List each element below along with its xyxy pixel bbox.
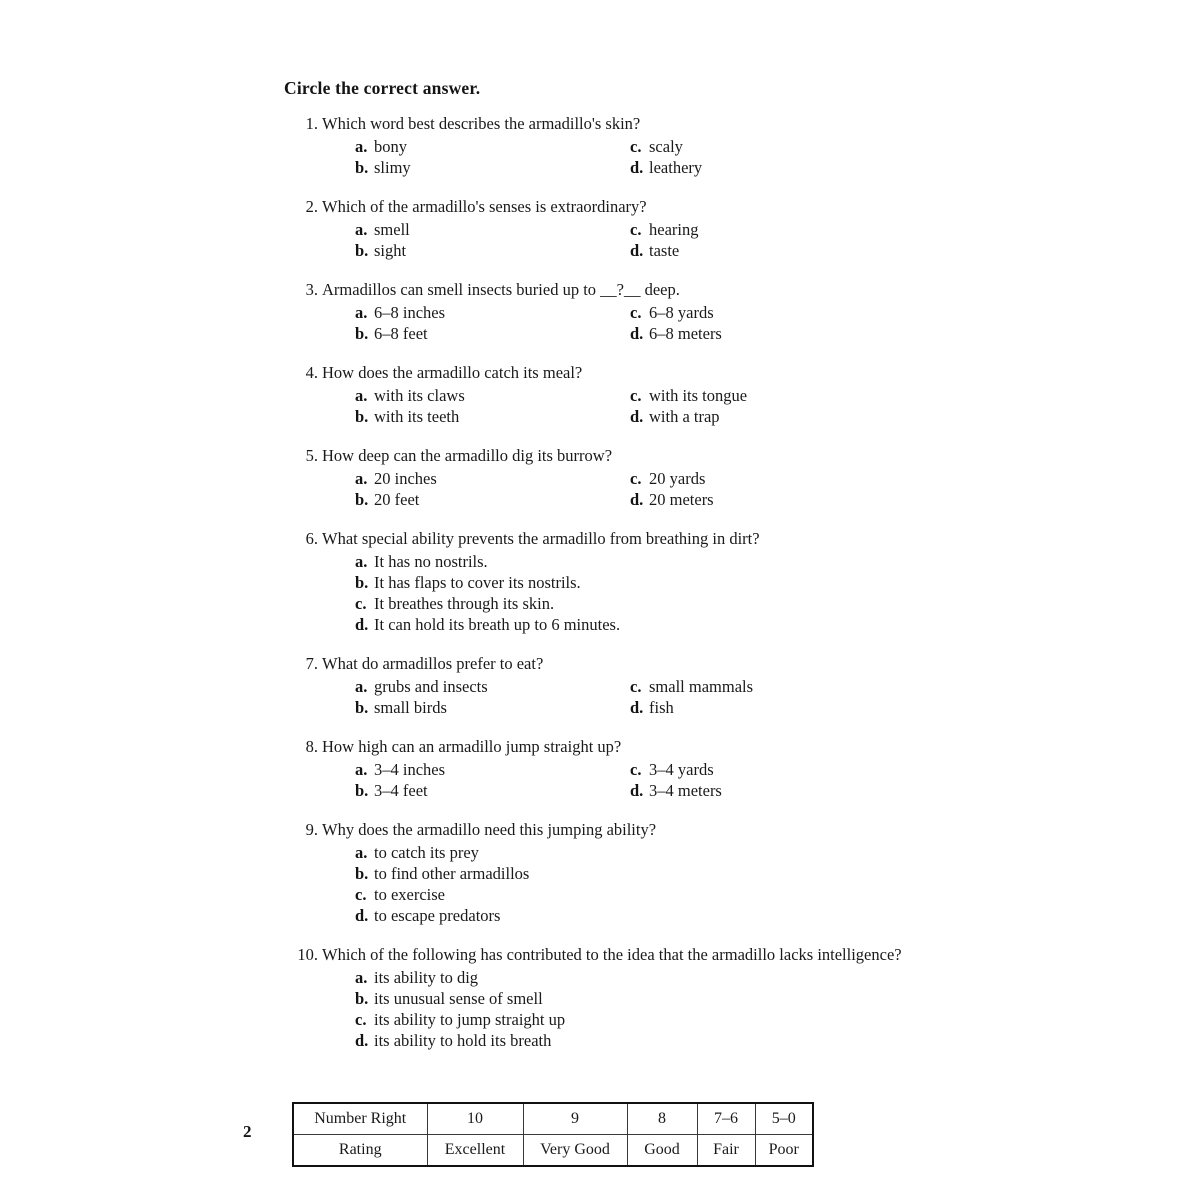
options-column-right (630, 468, 705, 489)
question-stem: What do armadillos prefer to eat? (322, 654, 544, 673)
option-text: 3–4 meters (649, 781, 722, 800)
answer-option[interactable] (630, 302, 714, 323)
answer-option[interactable] (630, 676, 753, 697)
option-letter: b. (355, 324, 369, 343)
table-cell: Excellent (427, 1135, 523, 1167)
option-text: its ability to dig (374, 968, 479, 987)
option-letter: b. (355, 490, 369, 509)
options-column-left (355, 219, 630, 240)
option-letter: b. (355, 698, 369, 717)
options-group (355, 302, 915, 344)
options-group (355, 219, 915, 261)
options-column-right (630, 219, 698, 240)
option-letter: a. (355, 843, 368, 862)
options-group (355, 967, 1200, 1051)
answer-option[interactable] (630, 240, 679, 261)
option-letter: b. (355, 864, 369, 883)
options-column-left (355, 697, 630, 718)
answer-option[interactable] (630, 406, 720, 427)
option-text: 20 inches (374, 469, 437, 488)
option-text: smell (374, 220, 410, 239)
question-header (0, 279, 1200, 300)
option-letter: a. (355, 220, 368, 239)
question-header (0, 362, 1200, 383)
table-cell: Good (627, 1135, 697, 1167)
option-text: 3–4 yards (649, 760, 714, 779)
options-row (355, 551, 1200, 572)
answer-option[interactable] (355, 219, 410, 240)
question-number: 9. (305, 820, 318, 839)
question-header (0, 196, 1200, 217)
option-text: with a trap (649, 407, 720, 426)
question-block (0, 445, 1200, 510)
options-column-left (355, 302, 630, 323)
question-number: 8. (305, 737, 318, 756)
options-column-left (355, 780, 630, 801)
option-text: small birds (374, 698, 447, 717)
options-row (355, 1009, 1200, 1030)
options-group (355, 551, 1200, 635)
table-cell: 5–0 (755, 1103, 813, 1135)
option-text: its ability to hold its breath (374, 1031, 552, 1050)
option-letter: c. (630, 386, 642, 405)
option-letter: d. (630, 241, 644, 260)
table-row (293, 1103, 813, 1135)
options-row (355, 323, 915, 344)
question-stem: What special ability prevents the armadillo from breathing in dirt? (322, 529, 760, 548)
question-stem: How does the armadillo catch its meal? (322, 363, 583, 382)
option-letter: c. (355, 885, 367, 904)
table-cell: Poor (755, 1135, 813, 1167)
question-header (0, 736, 1200, 757)
option-letter: a. (355, 677, 368, 696)
answer-option[interactable] (355, 967, 478, 988)
option-text: It has no nostrils. (374, 552, 488, 571)
options-group (355, 468, 915, 510)
option-text: 20 yards (649, 469, 706, 488)
options-column-right (630, 323, 722, 344)
option-letter: d. (355, 615, 369, 634)
option-text: with its claws (374, 386, 465, 405)
option-text: leathery (649, 158, 703, 177)
question-number: 1. (305, 114, 318, 133)
option-text: 6–8 inches (374, 303, 446, 322)
question-block (0, 528, 1200, 635)
answer-option[interactable] (355, 572, 581, 593)
table-row-header: Number Right (293, 1103, 427, 1135)
table-cell: Very Good (523, 1135, 627, 1167)
options-row (355, 842, 1200, 863)
option-letter: b. (355, 158, 369, 177)
option-text: slimy (374, 158, 411, 177)
options-column-left (355, 385, 630, 406)
options-row (355, 780, 915, 801)
options-row (355, 967, 1200, 988)
answer-option[interactable] (355, 988, 543, 1009)
option-letter: c. (630, 137, 642, 156)
question-header (0, 819, 1200, 840)
options-row (355, 905, 1200, 926)
answer-option[interactable] (630, 489, 714, 510)
options-row (355, 468, 915, 489)
options-row (355, 593, 1200, 614)
answer-option[interactable] (630, 759, 714, 780)
answer-option[interactable] (630, 219, 698, 240)
options-row (355, 884, 1200, 905)
answer-option[interactable] (630, 323, 722, 344)
table-row (293, 1135, 813, 1167)
options-row (355, 759, 915, 780)
answer-option[interactable] (355, 1009, 565, 1030)
option-letter: a. (355, 386, 368, 405)
question-header (0, 445, 1200, 466)
answer-option[interactable] (355, 905, 500, 926)
option-text: grubs and insects (374, 677, 488, 696)
answer-option[interactable] (355, 323, 428, 344)
options-row (355, 988, 1200, 1009)
option-text: to catch its prey (374, 843, 479, 862)
options-row (355, 406, 915, 427)
answer-option[interactable] (355, 489, 419, 510)
option-letter: d. (630, 324, 644, 343)
answer-option[interactable] (355, 1030, 551, 1051)
scoring-table-body (293, 1103, 813, 1166)
options-row (355, 219, 915, 240)
option-letter: a. (355, 137, 368, 156)
answer-option[interactable] (355, 302, 445, 323)
option-text: 20 feet (374, 490, 420, 509)
options-column-right (630, 697, 674, 718)
answer-option[interactable] (355, 136, 407, 157)
scoring-table (292, 1102, 814, 1167)
option-letter: d. (630, 781, 644, 800)
question-stem: Armadillos can smell insects buried up to __?__ deep. (322, 280, 680, 299)
option-text: its unusual sense of smell (374, 989, 543, 1008)
option-letter: d. (630, 407, 644, 426)
options-column-right (630, 240, 679, 261)
options-row (355, 157, 915, 178)
table-cell: Fair (697, 1135, 755, 1167)
options-row (355, 863, 1200, 884)
answer-option[interactable] (355, 780, 428, 801)
options-column-left (355, 468, 630, 489)
options-column-left (355, 157, 630, 178)
options-column-right (630, 157, 702, 178)
options-column-left (355, 323, 630, 344)
option-letter: d. (355, 906, 369, 925)
options-column-right (630, 489, 714, 510)
question-block (0, 279, 1200, 344)
option-letter: c. (630, 760, 642, 779)
option-letter: b. (355, 573, 369, 592)
answer-option[interactable] (355, 157, 411, 178)
options-row (355, 572, 1200, 593)
question-number: 7. (305, 654, 318, 673)
answer-option[interactable] (355, 614, 620, 635)
question-stem: Why does the armadillo need this jumping ability? (322, 820, 657, 839)
options-column-left (355, 489, 630, 510)
question-header (0, 113, 1200, 134)
option-text: to find other armadillos (374, 864, 530, 883)
option-letter: b. (355, 781, 369, 800)
option-text: with its teeth (374, 407, 460, 426)
question-number: 5. (305, 446, 318, 465)
option-letter: b. (355, 407, 369, 426)
option-letter: c. (355, 1010, 367, 1029)
question-number: 10. (297, 945, 318, 964)
option-letter: a. (355, 552, 368, 571)
options-row (355, 614, 1200, 635)
question-stem: How deep can the armadillo dig its burrow? (322, 446, 613, 465)
answer-option[interactable] (355, 551, 488, 572)
options-group (355, 676, 915, 718)
options-row (355, 697, 915, 718)
option-text: with its tongue (649, 386, 748, 405)
question-number: 2. (305, 197, 318, 216)
question-stem: How high can an armadillo jump straight up? (322, 737, 622, 756)
table-cell: 9 (523, 1103, 627, 1135)
options-group (355, 759, 915, 801)
question-header (0, 944, 1200, 965)
answer-option[interactable] (355, 385, 465, 406)
page-number: 2 (243, 1122, 252, 1141)
question-block (0, 944, 1200, 1051)
option-text: taste (649, 241, 680, 260)
answer-option[interactable] (355, 593, 554, 614)
table-row-header: Rating (293, 1135, 427, 1167)
table-cell: 10 (427, 1103, 523, 1135)
question-block (0, 819, 1200, 926)
answer-option[interactable] (355, 863, 529, 884)
option-text: 3–4 feet (374, 781, 428, 800)
answer-option[interactable] (355, 842, 479, 863)
option-letter: c. (630, 220, 642, 239)
option-letter: a. (355, 469, 368, 488)
table-cell: 7–6 (697, 1103, 755, 1135)
option-letter: d. (630, 698, 644, 717)
options-column-left (355, 676, 630, 697)
answer-option[interactable] (355, 697, 447, 718)
question-list (0, 113, 1200, 1069)
option-letter: c. (355, 594, 367, 613)
option-letter: d. (630, 490, 644, 509)
options-column-right (630, 406, 720, 427)
page-title: Circle the correct answer. (284, 78, 481, 98)
option-letter: c. (630, 303, 642, 322)
table-cell: 8 (627, 1103, 697, 1135)
answer-option[interactable] (355, 240, 406, 261)
option-text: fish (649, 698, 674, 717)
question-number: 4. (305, 363, 318, 382)
options-column-right (630, 136, 683, 157)
question-number: 3. (305, 280, 318, 299)
question-block (0, 653, 1200, 718)
answer-option[interactable] (630, 697, 674, 718)
option-letter: a. (355, 303, 368, 322)
question-stem: Which word best describes the armadillo's skin? (322, 114, 641, 133)
question-stem: Which of the following has contributed to the idea that the armadillo lacks intelligence? (322, 945, 902, 964)
answer-option[interactable] (630, 468, 705, 489)
option-text: It can hold its breath up to 6 minutes. (374, 615, 621, 634)
answer-option[interactable] (355, 406, 459, 427)
option-text: It breathes through its skin. (374, 594, 555, 613)
answer-option[interactable] (630, 780, 722, 801)
options-row (355, 240, 915, 261)
question-block (0, 196, 1200, 261)
option-letter: b. (355, 241, 369, 260)
options-row (355, 676, 915, 697)
answer-option[interactable] (355, 884, 445, 905)
options-column-right (630, 302, 714, 323)
option-letter: b. (355, 989, 369, 1008)
option-text: small mammals (649, 677, 754, 696)
option-text: 6–8 yards (649, 303, 714, 322)
question-header (0, 528, 1200, 549)
question-header (0, 653, 1200, 674)
answer-option[interactable] (630, 157, 702, 178)
option-letter: d. (630, 158, 644, 177)
options-column-left (355, 759, 630, 780)
answer-option[interactable] (355, 759, 445, 780)
options-column-left (355, 406, 630, 427)
options-column-left (355, 136, 630, 157)
options-column-left (355, 240, 630, 261)
option-text: its ability to jump straight up (374, 1010, 566, 1029)
options-column-right (630, 759, 714, 780)
answer-option[interactable] (630, 385, 747, 406)
answer-option[interactable] (630, 136, 683, 157)
options-row (355, 385, 915, 406)
option-text: 3–4 inches (374, 760, 446, 779)
options-row (355, 1030, 1200, 1051)
option-text: scaly (649, 137, 683, 156)
question-block (0, 736, 1200, 801)
question-number: 6. (305, 529, 318, 548)
options-group (355, 385, 915, 427)
option-text: It has flaps to cover its nostrils. (374, 573, 581, 592)
option-letter: c. (630, 469, 642, 488)
option-text: to escape predators (374, 906, 501, 925)
option-letter: a. (355, 968, 368, 987)
option-text: to exercise (374, 885, 446, 904)
options-group (355, 842, 1200, 926)
option-letter: a. (355, 760, 368, 779)
options-row (355, 302, 915, 323)
option-text: 6–8 meters (649, 324, 722, 343)
answer-option[interactable] (355, 468, 437, 489)
option-letter: d. (355, 1031, 369, 1050)
option-text: hearing (649, 220, 699, 239)
question-block (0, 362, 1200, 427)
question-stem: Which of the armadillo's senses is extraordinary? (322, 197, 647, 216)
options-row (355, 136, 915, 157)
options-column-right (630, 780, 722, 801)
option-text: bony (374, 137, 407, 156)
options-column-right (630, 676, 753, 697)
options-row (355, 489, 915, 510)
answer-option[interactable] (355, 676, 488, 697)
option-letter: c. (630, 677, 642, 696)
options-column-right (630, 385, 747, 406)
option-text: sight (374, 241, 407, 260)
option-text: 6–8 feet (374, 324, 428, 343)
option-text: 20 meters (649, 490, 714, 509)
question-block (0, 113, 1200, 178)
options-group (355, 136, 915, 178)
